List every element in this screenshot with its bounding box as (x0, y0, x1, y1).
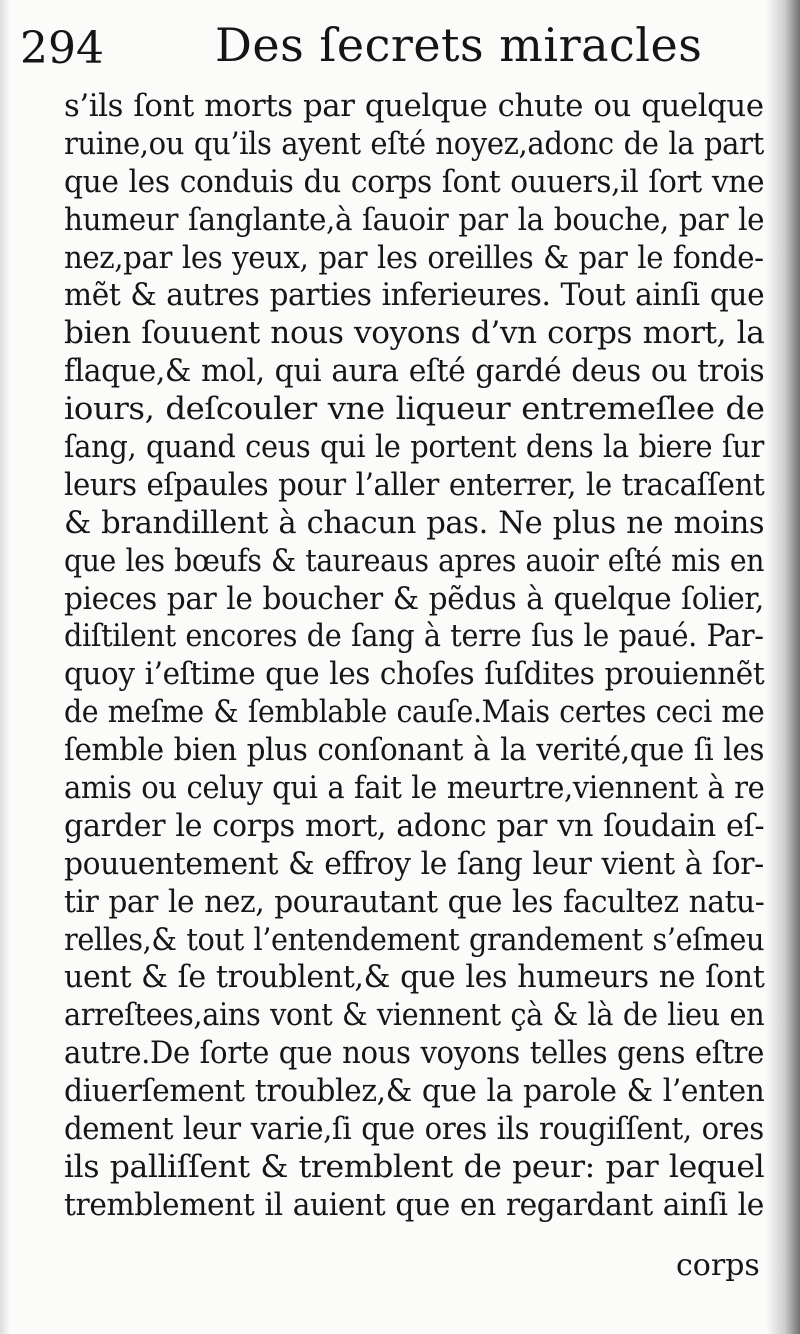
text-line: que les conduis du corps ſont ouuers,il ſort vne (64, 163, 765, 200)
text-line: arreſtees,ains vont & viennent çà & là de lieu en (64, 997, 765, 1034)
text-line: s’ils ſont morts par quelque chute ou quelque (64, 88, 764, 124)
text-line: de meſme & ſemblable cauſe.Mais certes ceci me (64, 694, 765, 731)
text-line: garder le corps mort, adonc par vn ſoudain eſ- (64, 807, 765, 844)
page-number: 294 (20, 23, 104, 74)
text-line: pouuentement & effroy le ſang leur vient à ſor- (64, 845, 764, 882)
text-line: amis ou celuy qui a fait le meurtre,viennent à re (64, 770, 765, 807)
text-line: ſang, quand ceus qui le portent dens la biere ſur (64, 429, 764, 466)
text-line: humeur ſanglante,à ſauoir par la bouche, par le (64, 201, 765, 238)
text-line: nez,par les yeux, par les oreilles & par le fonde- (64, 239, 764, 276)
gutter-shadow (0, 0, 10, 1334)
running-title: Des ſecrets miracles (215, 18, 703, 72)
text-line: ils palliſſent & tremblent de peur: par lequel (64, 1148, 765, 1185)
text-line: leurs eſpaules pour l’aller enterrer, le tracaſſent (64, 466, 765, 503)
text-line: diuerſement troublez,& que la parole & l’enten (64, 1073, 765, 1110)
text-line: que les bœufs & taureaus apres auoir eſté mis en (64, 542, 765, 579)
body-text (64, 88, 764, 1225)
text-line: quoy i’eſtime que les choſes ſuſdites prouiennẽt (64, 656, 765, 693)
catchword: corps (676, 1248, 760, 1283)
text-line: tremblement il auient que en regardant ainſi le (64, 1186, 764, 1223)
text-line: ruine,ou qu’ils ayent eſté noyez,adonc de la part (64, 125, 764, 162)
text-line: dement leur varie,ſi que ores ils rougiſſent, ores (64, 1111, 764, 1148)
text-line: autre.De ſorte que nous voyons telles gens eſtre (64, 1035, 764, 1072)
text-line: uent & ſe troublent,& que les humeurs ne ſont (64, 959, 765, 996)
text-line: flaque,& mol, qui aura eſté gardé deus ou trois (64, 353, 765, 390)
text-line: tir par le nez, pourautant que les facultez natu- (64, 883, 765, 920)
page-header (20, 18, 720, 78)
text-line: bien ſouuent nous voyons d’vn corps mort, la (64, 315, 765, 352)
text-line: ſemble bien plus conſonant à la verité,que ſi les (64, 732, 765, 769)
text-line: relles,& tout l’entendement grandement s’eſmeu (64, 921, 765, 958)
text-line: mẽt & autres parties inferieures. Tout ainſi que (64, 277, 765, 314)
text-line: & brandillent à chacun pas. Ne plus ne moins (64, 504, 765, 541)
text-line: iours, deſcouler vne liqueur entremeſlee de (64, 391, 765, 428)
text-line: diſtilent encores de ſang à terre ſus le paué. Par- (64, 618, 764, 655)
page-edge-shadow (766, 0, 800, 1334)
text-line: pieces par le boucher & pẽdus à quelque ſolier, (64, 580, 764, 617)
